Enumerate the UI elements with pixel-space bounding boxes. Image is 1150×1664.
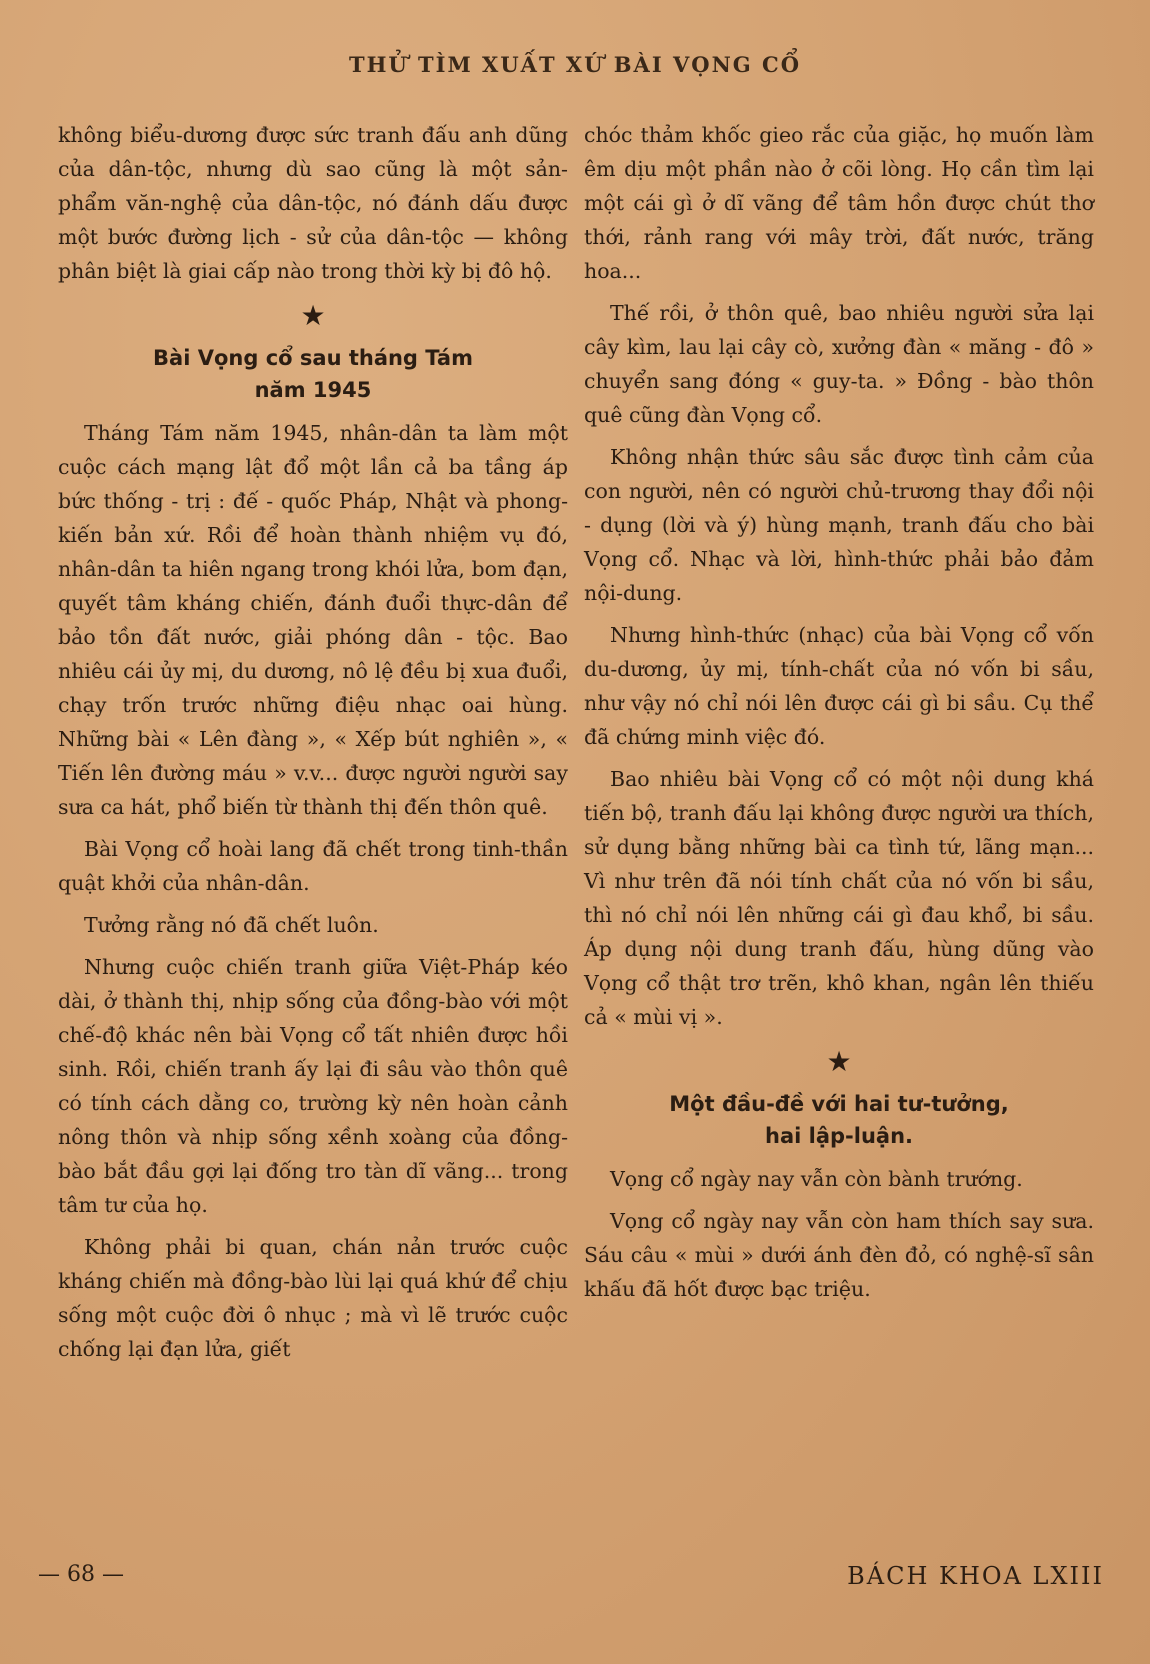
paragraph: Vọng cổ ngày nay vẫn còn ham thích say sưa. Sáu câu « mùi » dưới ánh đèn đỏ, có nghệ-sĩ sân khấu đã hốt được bạc triệu. (584, 1209, 1094, 1301)
running-title: THỬ TÌM XUẤT XỨ BÀI VỌNG CỔ (348, 52, 802, 77)
magazine-name: BÁCH KHOA LXIII (847, 1562, 1104, 1590)
paragraph: Tháng Tám năm 1945, nhân-dân ta làm một cuộc cách mạng lật đổ một lần cả ba tầng áp bức thống - trị : đế - quốc Pháp, Nhật và phong-kiến bản xứ. Rồi để hoàn thành nhiệm vụ đó, nhân-dân ta hiên ngang trong khói lửa, bom đạn, quyết tâm kháng chiến, đánh đuổi thực-dân để bảo tồn đất nước, giải phóng dân - tộc. Bao nhiêu cái ủy mị, du dương, nô lệ đều bị xua đuổi, chạy trốn trước những điệu nhạc oai hùng. Những bài « Lên đàng », « Xếp bút nghiên », « Tiến lên đường máu » v.v... được người người say sưa ca hát, phổ biến từ thành thị đến thôn quê. (58, 421, 568, 819)
section-heading-line: năm 1945 (254, 378, 372, 402)
paragraph: Tưởng rằng nó đã chết luôn. (84, 913, 379, 937)
star-icon: ★ (300, 299, 326, 332)
section-heading (58, 342, 568, 406)
paragraph: Bao nhiêu bài Vọng cổ có một nội dung khá tiến bộ, tranh đấu lại không được người ưa thích, sử dụng bằng những bài ca tình tứ, lãng mạn... Vì như trên đã nói tính chất của nó vốn bi sầu, thì nó chỉ nói lên những cái gì đau khổ, bi sầu. Áp dụng nội dung tranh đấu, hùng dũng vào Vọng cổ thật trơ trẽn, khô khan, ngân lên thiếu cả « mùi vị ». (584, 767, 1094, 1029)
section-heading-line: Một đầu-đề với hai tư-tưởng, (669, 1092, 1009, 1116)
paragraph: chóc thảm khốc gieo rắc của giặc, họ muốn làm êm dịu một phần nào ở cõi lòng. Họ cần tìm lại một cái gì ở dĩ vãng để tâm hồn được chút thơ thới, rảnh rang với mây trời, đất nước, trăng hoa... (584, 123, 1094, 283)
paragraph: Không nhận thức sâu sắc được tình cảm của con người, nên có người chủ-trương thay đổi nội - dụng (lời và ý) hùng mạnh, tranh đấu cho bài Vọng cổ. Nhạc và lời, hình-thức phải bảo đảm nội-dung. (584, 445, 1094, 605)
paragraph: không biểu-dương được sức tranh đấu anh dũng của dân-tộc, nhưng dù sao cũng là một sản-phẩm văn-nghệ của dân-tộc, nó đánh dấu được một bước đường lịch - sử của dân-tộc — không phân biệt là giai cấp nào trong thời kỳ bị đô hộ. (58, 123, 568, 283)
section-heading (584, 1088, 1094, 1152)
page-number: — 68 — (38, 1562, 124, 1587)
paragraph: Thế rồi, ở thôn quê, bao nhiêu người sửa lại cây kìm, lau lại cây cò, xưởng đàn « măng - đô » chuyển sang đóng « guy-ta. » Đồng - bào thôn quê cũng đàn Vọng cổ. (584, 301, 1094, 427)
left-column (58, 118, 568, 1374)
right-column (584, 118, 1094, 1314)
section-heading-line: hai lập-luận. (765, 1124, 913, 1148)
paragraph: Bài Vọng cổ hoài lang đã chết trong tinh-thần quật khởi của nhân-dân. (58, 837, 568, 895)
paragraph: Nhưng cuộc chiến tranh giữa Việt-Pháp kéo dài, ở thành thị, nhịp sống của đồng-bào với một chế-độ khác nên bài Vọng cổ tất nhiên được hồi sinh. Rồi, chiến tranh ấy lại đi sâu vào thôn quê có tính cách dằng co, trường kỳ nên hoàn cảnh nông thôn và nhịp sống xềnh xoàng của đồng-bào bắt đầu gợi lại đống tro tàn dĩ vãng... trong tâm tư của họ. (58, 955, 568, 1217)
paragraph: Không phải bi quan, chán nản trước cuộc kháng chiến mà đồng-bào lùi lại quá khứ để chịu sống một cuộc đời ô nhục ; mà vì lẽ trước cuộc chống lại đạn lửa, giết (58, 1235, 568, 1361)
paragraph: Vọng cổ ngày nay vẫn còn bành trướng. (610, 1167, 1023, 1191)
star-icon: ★ (826, 1045, 852, 1078)
paragraph: Nhưng hình-thức (nhạc) của bài Vọng cổ vốn du-dương, ủy mị, tính-chất của nó vốn bi sầu, như vậy nó chỉ nói lên được cái gì bi sầu. Cụ thể đã chứng minh việc đó. (584, 623, 1094, 749)
section-heading-line: Bài Vọng cổ sau tháng Tám (153, 346, 473, 370)
